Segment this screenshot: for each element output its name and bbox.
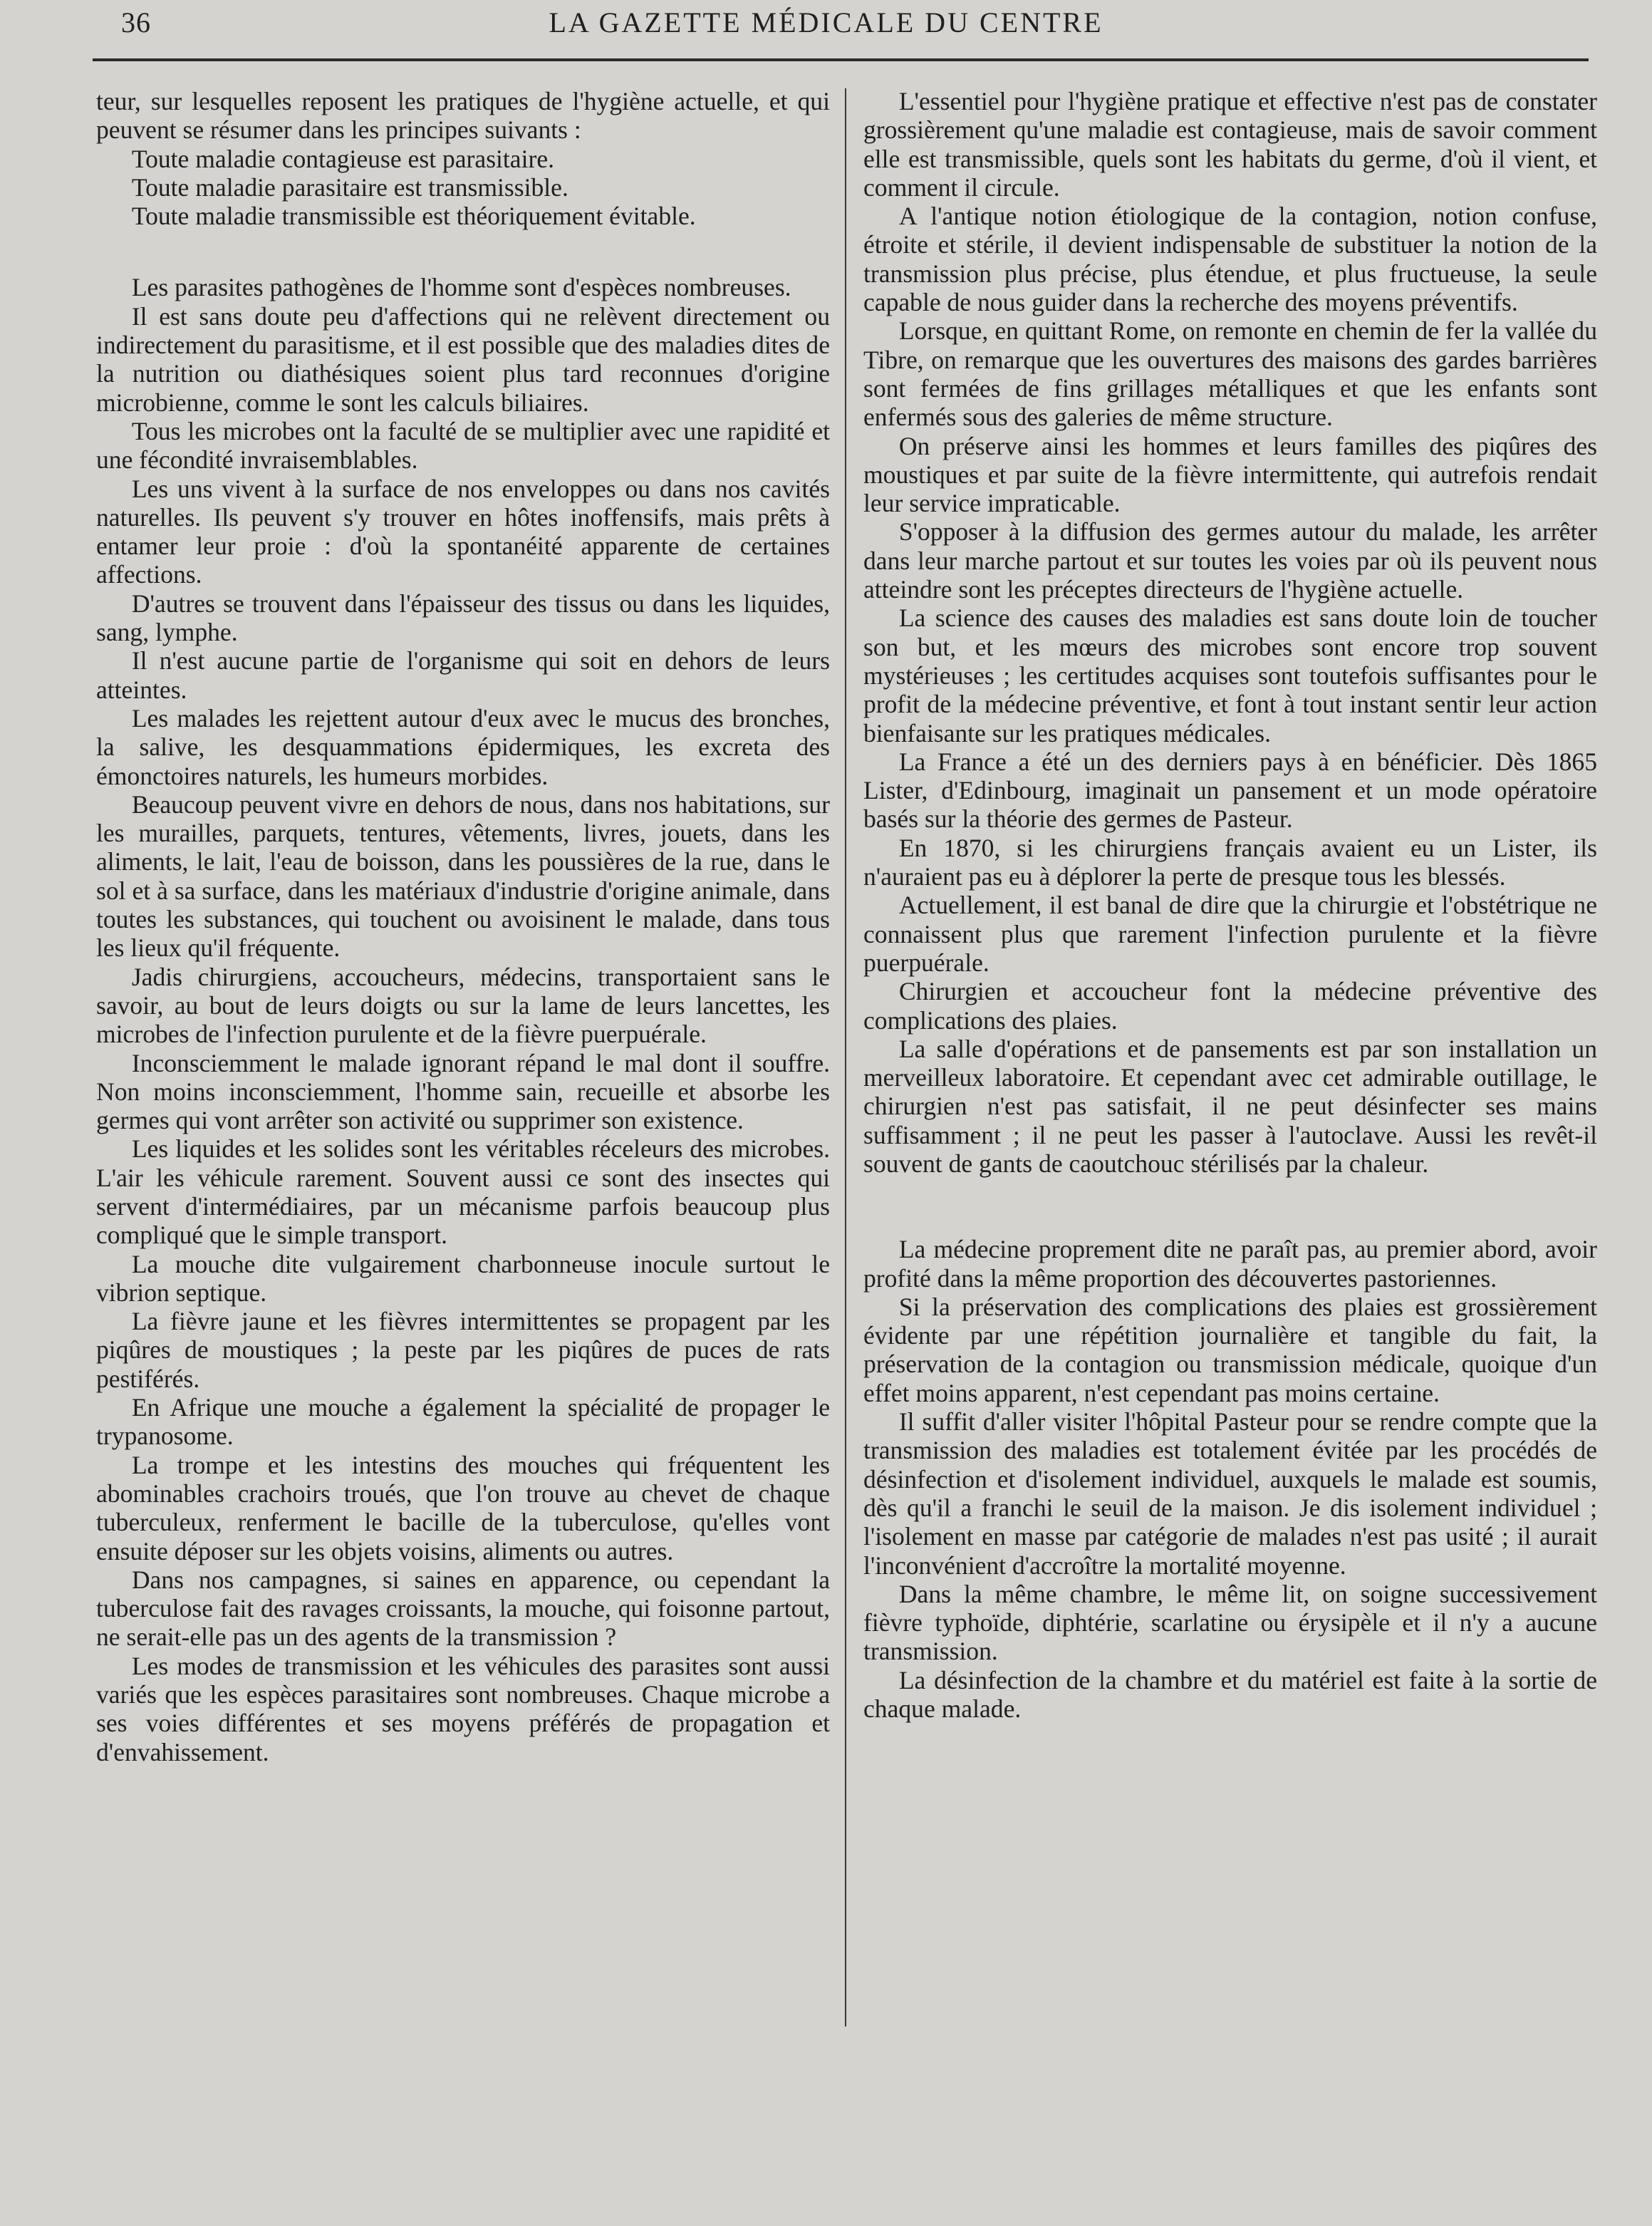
paragraph: Si la préservation des complications des plaies est grossièrement évidente par une répétition journalière et tangible du fait, la préservation de la contagion ou transmission médicale, quoique d'un effet moins apparent, n'est cependant pas moins certaine. xyxy=(863,1292,1597,1407)
paragraph: Les uns vivent à la surface de nos enveloppes ou dans nos cavités naturelles. Ils peuvent s'y trouver en hôtes inoffensifs, mais prêts à entamer leur proie : d'où la spontanéité apparente de certaines affections. xyxy=(96,474,830,589)
paragraph: La mouche dite vulgairement charbonneuse inocule surtout le vibrion septique. xyxy=(96,1249,830,1307)
paragraph: A l'antique notion étiologique de la contagion, notion confuse, étroite et stérile, il devient indispensable de substituer la notion de la transmission plus précise, plus étendue, et plus fructueuse, la seule capable de nous guider dans la recherche des moyens préventifs. xyxy=(863,202,1597,317)
paragraph: La trompe et les intestins des mouches qui fréquentent les abominables crachoirs troués, que l'on trouve au chevet de chaque tuberculeux, renferment le bacille de la tuberculose, qu'elles vont ensuite déposer sur les objets voisins, aliments ou autres. xyxy=(96,1450,830,1565)
section-gap xyxy=(863,1178,1597,1235)
paragraph: En 1870, si les chirurgiens français avaient eu un Lister, ils n'auraient pas eu à déplorer la perte de presque tous les blessés. xyxy=(863,833,1597,891)
paragraph: Il est sans doute peu d'affections qui ne relèvent directement ou indirectement du parasitisme, et il est possible que des maladies dites de la nutrition ou diathésiques soient plus tard reconnues d'origine microbienne, comme le sont les calculs biliaires. xyxy=(96,301,830,417)
principle-3: Toute maladie transmissible est théoriquement évitable. xyxy=(131,202,696,231)
paragraph: Dans la même chambre, le même lit, on soigne successivement fièvre typhoïde, diphtérie, scarlatine ou érysipèle et il n'y a aucune transmission. xyxy=(863,1579,1597,1666)
paragraph: On préserve ainsi les hommes et leurs familles des piqûres des moustiques et par suite de la fièvre intermittente, qui autrefois rendait leur service impraticable. xyxy=(863,431,1597,518)
paragraph: La désinfection de la chambre et du matériel est faite à la sortie de chaque malade. xyxy=(863,1665,1597,1724)
principle-2: Toute maladie parasitaire est transmissible. xyxy=(131,172,568,202)
paragraph: La médecine proprement dite ne paraît pas, au premier abord, avoir profité dans la même proportion des découvertes pastoriennes. xyxy=(863,1235,1597,1293)
paragraph: Dans nos campagnes, si saines en apparence, ou cependant la tuberculose fait des ravages croissants, la mouche, qui foisonne partout, ne serait-elle pas un des agents de la transmission ? xyxy=(96,1565,830,1652)
paragraph: Beaucoup peuvent vivre en dehors de nous, dans nos habitations, sur les murailles, parquets, tentures, vêtements, livres, jouets, dans les aliments, le lait, l'eau de boisson, dans les poussières de la rue, dans le sol et à sa surface, dans les matériaux d'industrie d'origine animale, dans toutes les substances, qui touchent ou avoisinent le malade, dans tous les lieux qu'il fréquente. xyxy=(96,790,830,963)
paragraph: La science des causes des maladies est sans doute loin de toucher son but, et les mœurs des microbes sont encore trop souvent mystérieuses ; les certitudes acquises sont toutefois suffisantes pour le profit de la médecine préventive, et font à tout instant sentir leur action bienfaisante sur les pratiques médicales. xyxy=(863,604,1597,747)
paragraph: S'opposer à la diffusion des germes autour du malade, les arrêter dans leur marche partout et sur toutes les voies par où ils peuvent nous atteindre sont les préceptes directeurs de l'hygiène actuelle. xyxy=(863,517,1597,604)
paragraph: Jadis chirurgiens, accoucheurs, médecins, transportaient sans le savoir, au bout de leurs doigts ou sur la lame de leurs lancettes, les microbes de l'infection purulente et de la fièvre puerpuérale. xyxy=(96,962,830,1049)
page-number: 36 xyxy=(121,6,151,38)
paragraph: Lorsque, en quittant Rome, on remonte en chemin de fer la vallée du Tibre, on remarque que les ouvertures des maisons des gardes barrières sont fermées de fins grillages métalliques et que les enfants sont enfermés sous des galeries de même structure. xyxy=(863,316,1597,432)
paragraph: Les parasites pathogènes de l'homme sont d'espèces nombreuses. xyxy=(131,273,791,302)
paragraph: La salle d'opérations et de pansements est par son installation un merveilleux laboratoire. Et cependant avec cet admirable outillage, le chirurgien n'est pas satisfait, il ne peut désinfecter ses mains suffisamment ; il ne peut les passer à l'autoclave. Aussi les revêt-il souvent de gants de caoutchouc stérilisés par la chaleur. xyxy=(863,1034,1597,1178)
paragraph: La fièvre jaune et les fièvres intermittentes se propagent par les piqûres de moustiques ; la peste par les piqûres de puces de rats pestiférés. xyxy=(96,1307,830,1393)
journal-title: LA GAZETTE MÉDICALE DU CENTRE xyxy=(549,6,1103,38)
paragraph: D'autres se trouvent dans l'épaisseur des tissus ou dans les liquides, sang, lymphe. xyxy=(96,589,830,647)
paragraph: La France a été un des derniers pays à en bénéficier. Dès 1865 Lister, d'Edinbourg, imaginait un pansement et un mode opératoire basés sur la théorie des germes de Pasteur. xyxy=(863,747,1597,834)
left-column xyxy=(96,87,830,2196)
right-column xyxy=(863,87,1597,2196)
column-divider xyxy=(845,88,846,2026)
paragraph: Tous les microbes ont la faculté de se multiplier avec une rapidité et une fécondité invraisemblables. xyxy=(96,416,830,475)
paragraph: Il suffit d'aller visiter l'hôpital Pasteur pour se rendre compte que la transmission des maladies est totalement évitée par les procédés de désinfection et d'isolement individuel, auxquels le malade est soumis, dès qu'il a franchi le seuil de la maison. Je dis isolement individuel ; l'isolement en masse par catégorie de malades n'est pas usité ; il aurait l'inconvénient d'accroître la mortalité moyenne. xyxy=(863,1407,1597,1580)
header-rule xyxy=(93,58,1589,61)
paragraph: Il n'est aucune partie de l'organisme qui soit en dehors de leurs atteintes. xyxy=(96,646,830,704)
paragraph: Inconsciemment le malade ignorant répand le mal dont il souffre. Non moins inconsciemment, l'homme sain, recueille et absorbe les germes qui vont arrêter son activité ou supprimer son existence. xyxy=(96,1048,830,1135)
paragraph: Actuellement, il est banal de dire que la chirurgie et l'obstétrique ne connaissent plus que rarement l'infection purulente et la fièvre puerpuérale. xyxy=(863,891,1597,977)
paragraph: L'essentiel pour l'hygiène pratique et effective n'est pas de constater grossièrement qu'une maladie est contagieuse, mais de savoir comment elle est transmissible, quels sont les habitats du germe, d'où il vient, et comment il circule. xyxy=(863,87,1597,202)
section-gap xyxy=(96,230,830,273)
paragraph: Les malades les rejettent autour d'eux avec le mucus des bronches, la salive, les desquammations épidermiques, les excreta des émonctoires naturels, les humeurs morbides. xyxy=(96,703,830,790)
paragraph: Les modes de transmission et les véhicules des parasites sont aussi variés que les espèces parasitaires sont nombreuses. Chaque microbe a ses voies différentes et ses moyens préférés de propagation et d'envahissement. xyxy=(96,1651,830,1766)
principle-1: Toute maladie contagieuse est parasitaire. xyxy=(131,144,555,173)
paragraph: Les liquides et les solides sont les véritables réceleurs des microbes. L'air les véhicule rarement. Souvent aussi ce sont des insectes qui servent d'intermédiaires, par un mécanisme parfois beaucoup plus compliqué que le simple transport. xyxy=(96,1134,830,1250)
paragraph: Chirurgien et accoucheur font la médecine préventive des complications des plaies. xyxy=(863,977,1597,1035)
paragraph: En Afrique une mouche a également la spécialité de propager le trypanosome. xyxy=(96,1393,830,1451)
paragraph: teur, sur lesquelles reposent les pratiques de l'hygiène actuelle, et qui peuvent se résumer dans les principes suivants : xyxy=(96,87,830,145)
